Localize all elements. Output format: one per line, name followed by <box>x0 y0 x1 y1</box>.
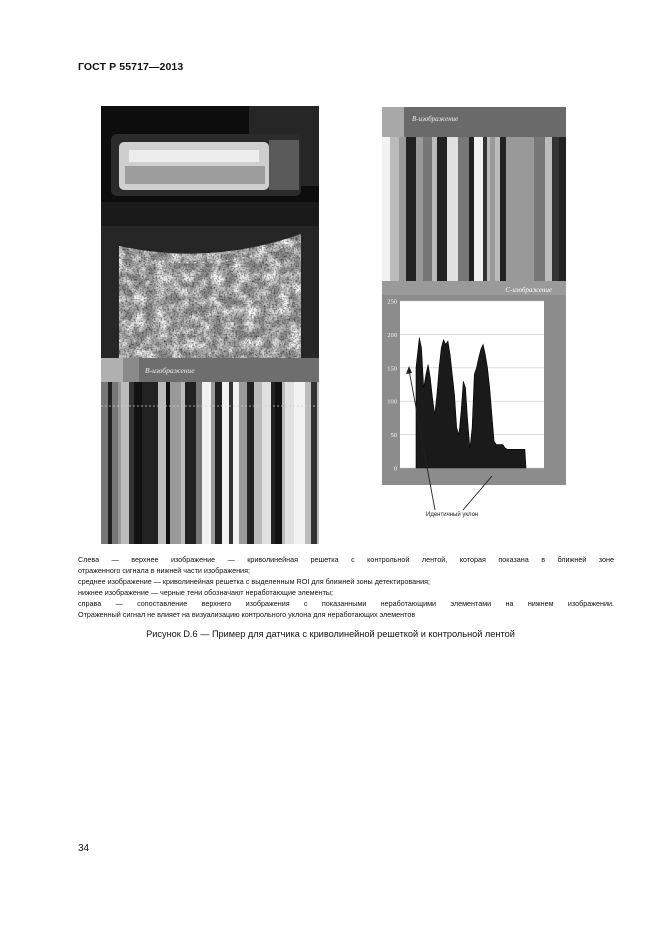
element-stripe <box>483 137 487 281</box>
element-stripe <box>382 137 385 281</box>
right-top-label: B-изображение <box>412 115 459 123</box>
caption-line: среднее изображение — криволинейная решетка с выделенным ROI для ближней зоны детектирования; <box>78 577 431 587</box>
b-image-strip <box>382 137 566 281</box>
element-stripe <box>432 137 437 281</box>
y-tick-label: 100 <box>387 398 397 406</box>
chart-label: C-изображение <box>505 286 552 294</box>
element-stripe <box>399 137 406 281</box>
element-stripe <box>469 137 474 281</box>
standard-header: ГОСТ Р 55717—2013 <box>78 61 184 73</box>
caption-line: Слева — верхнее изображение — криволинейная решетка с контрольной лентой, которая показана в ближней зоне <box>78 555 614 564</box>
caption-line: нижнее изображение — черные тени обозначают неработающие элементы; <box>78 588 334 598</box>
element-stripe <box>495 137 500 281</box>
figure-title: Рисунок D.6 — Пример для датчика с криволинейной решеткой и контрольной лентой <box>146 629 515 639</box>
caption-line: Отраженный сигнал не влияет на визуализацию контрольного уклона для неработающих элементов <box>78 610 416 620</box>
element-stripe <box>406 137 416 281</box>
y-tick-label: 250 <box>387 298 397 306</box>
element-stripe <box>487 137 490 281</box>
y-tick-label: 200 <box>387 331 397 339</box>
slope-annotation: Идентичный уклон <box>426 512 479 518</box>
y-tick-label: 50 <box>390 432 397 440</box>
element-stripe <box>490 137 495 281</box>
caption-line: отраженного сигнала в нижней части изображения; <box>78 566 250 576</box>
left-figure <box>101 106 319 544</box>
slope-arrows <box>395 360 505 520</box>
element-stripe <box>500 137 506 281</box>
element-stripe <box>516 137 524 281</box>
element-stripe <box>170 382 181 544</box>
element-stripe <box>458 137 469 281</box>
element-stripe <box>524 137 534 281</box>
y-tick-label: 150 <box>387 365 397 373</box>
element-stripe <box>385 137 390 281</box>
element-stripe <box>545 137 552 281</box>
b-image-overlay-label: B-изображение <box>145 366 195 375</box>
element-stripe <box>559 137 566 281</box>
element-stripe <box>552 137 559 281</box>
page-number: 34 <box>78 843 90 854</box>
caption-line: справа — сопоставление верхнего изображения с показанными неработающими элементами на нижнем изображении. <box>78 599 614 609</box>
element-stripe <box>294 382 305 544</box>
slope-arrow-left <box>409 370 435 510</box>
figure-caption <box>78 554 614 621</box>
element-stripe <box>390 137 399 281</box>
y-tick-label: 0 <box>393 465 397 473</box>
element-stripe <box>474 137 483 281</box>
element-stripe <box>506 137 516 281</box>
element-stripe <box>534 137 545 281</box>
top-label-bar <box>382 107 566 137</box>
slope-arrow-right <box>463 476 492 510</box>
element-stripe <box>437 137 447 281</box>
element-stripe <box>447 137 458 281</box>
element-stripe <box>423 137 432 281</box>
element-stripe <box>416 137 423 281</box>
